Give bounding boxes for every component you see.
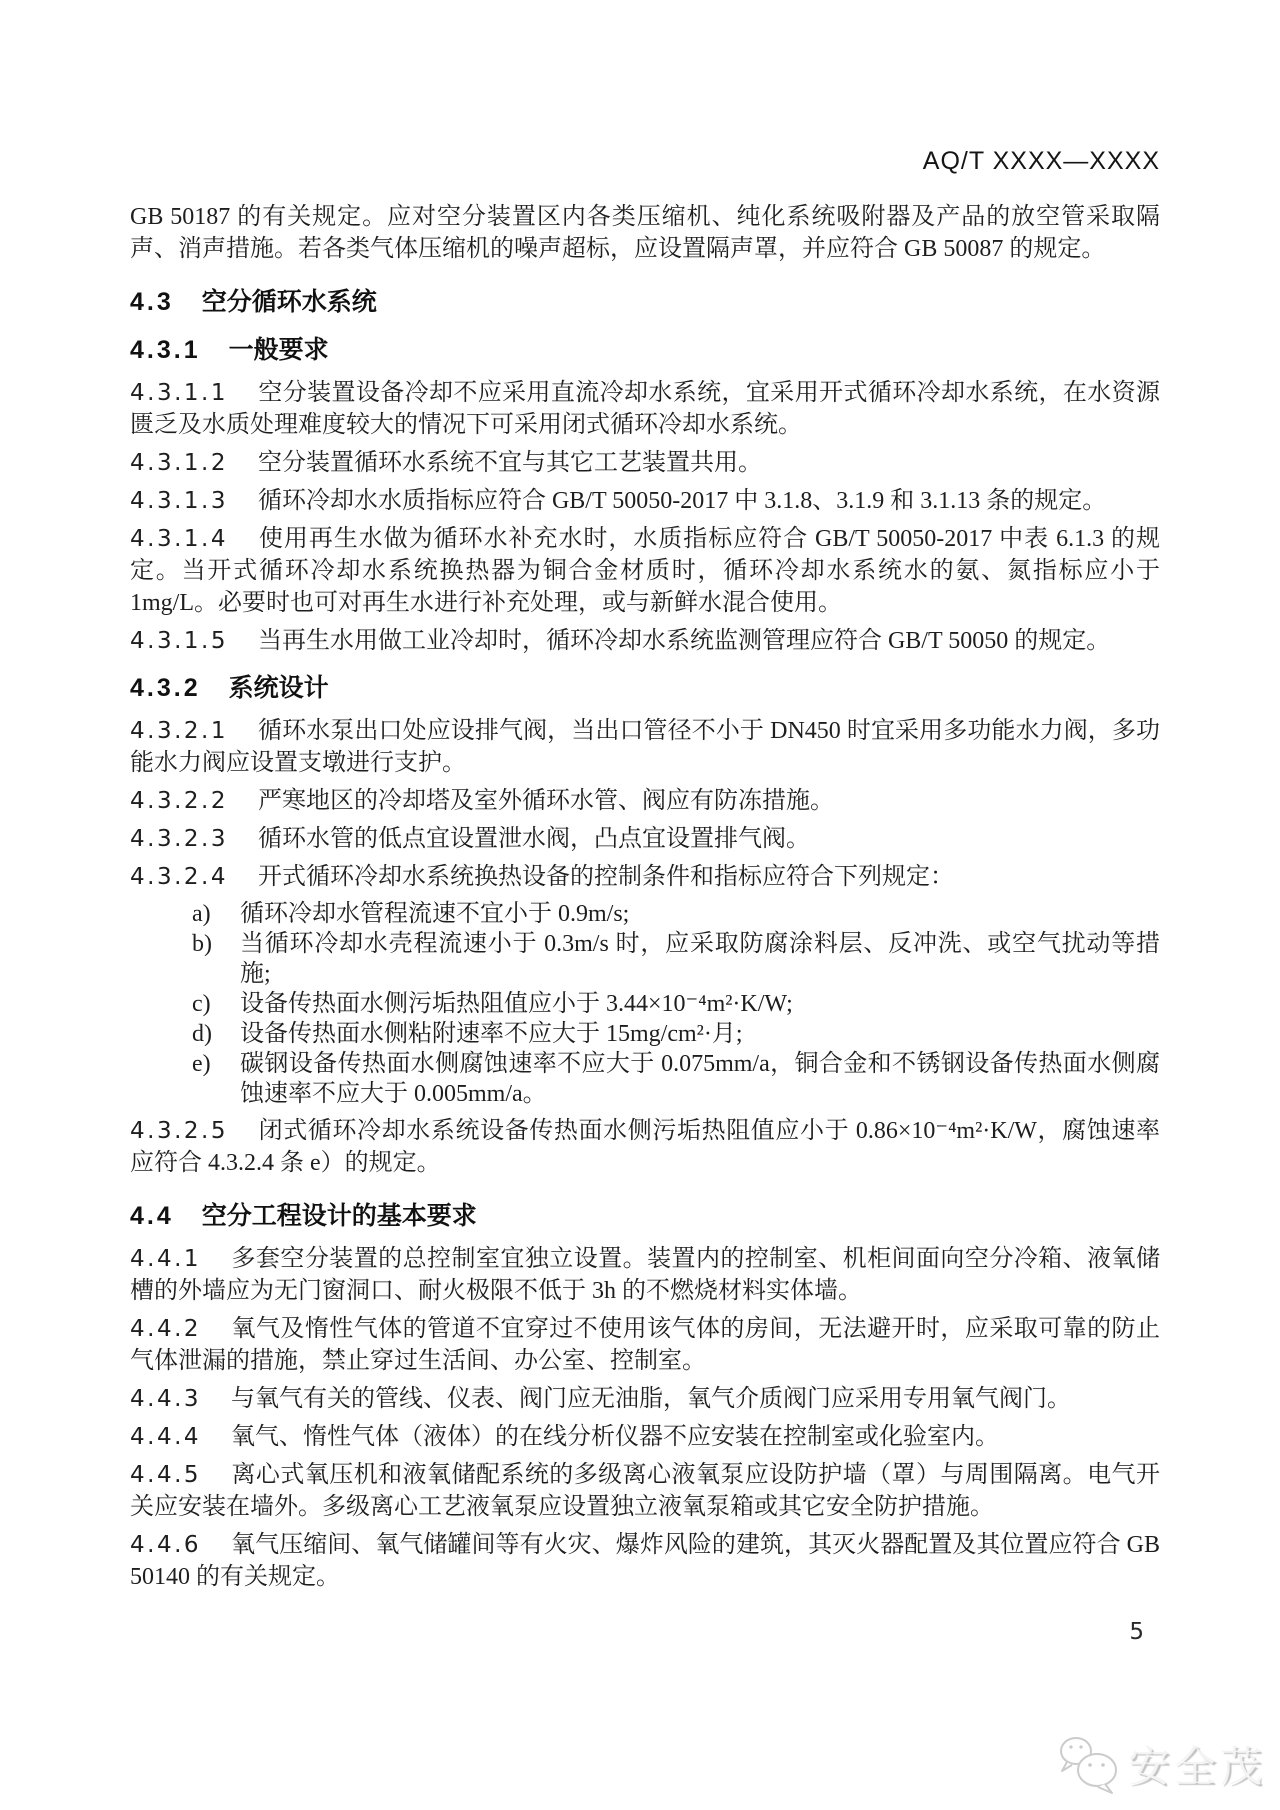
section-number: 4.3.2: [130, 674, 201, 702]
clause-text: 多套空分装置的总控制室宜独立设置。装置内的控制室、机柜间面向空分冷箱、液氧储槽的外墙应为无门窗洞口、耐火极限不低于 3h 的不燃烧材料实体墙。: [130, 1246, 1160, 1304]
list-item-label: c): [192, 991, 211, 1017]
paragraph-continuation: GB 50187 的有关规定。应对空分装置区内各类压缩机、纯化系统吸附器及产品的放空管采取隔声、消声措施。若各类气体压缩机的噪声超标，应设置隔声罩，并应符合 GB 50087 的规定。: [130, 204, 1160, 262]
clause-number: 4.3.1.1: [130, 380, 228, 406]
clause-4-4-5: [130, 1459, 1160, 1523]
clause-4-3-1-3: [130, 485, 1160, 517]
clause-number: 4.3.1.4: [130, 526, 228, 552]
clause-4-3-2-1: [130, 715, 1160, 779]
clause-4-3-2-4: [130, 861, 1160, 893]
clause-number: 4.3.2.3: [130, 826, 228, 852]
list-item-text: 循环冷却水管程流速不宜小于 0.9m/s;: [240, 901, 630, 927]
clause-text: 使用再生水做为循环水补充水时，水质指标应符合 GB/T 50050-2017 中表 6.1.3 的规定。当开式循环冷却水系统换热器为铜合金材质时，循环冷却水系统水的氨、氮指标应小于 1mg/L。必要时也可对再生水进行补充处理，或与新鲜水混合使用。: [130, 526, 1160, 616]
clause-number: 4.4.2: [130, 1316, 202, 1342]
section-heading-4-3-2: [130, 671, 1160, 705]
clause-text: 空分装置循环水系统不宜与其它工艺装置共用。: [257, 450, 762, 476]
list-item-text: 设备传热面水侧粘附速率不应大于 15mg/cm²·月;: [240, 1021, 743, 1047]
watermark-text: 安全茂: [1127, 1743, 1266, 1790]
list-item-c: [192, 989, 1160, 1019]
section-title: 系统设计: [228, 674, 329, 702]
section-number: 4.3: [130, 288, 174, 316]
list-item-a: [192, 899, 1160, 929]
clause-text: 循环冷却水水质指标应符合 GB/T 50050-2017 中 3.1.8、3.1.9 和 3.1.13 条的规定。: [257, 488, 1107, 514]
doc-header: [130, 0, 1160, 176]
clause-4-3-1-2: [130, 447, 1160, 479]
clause-4-4-6: [130, 1529, 1160, 1593]
section-title: 一般要求: [228, 336, 329, 364]
clause-4-4-1: [130, 1243, 1160, 1307]
section-heading-4-3-1: [130, 333, 1160, 367]
list-item-e: [192, 1049, 1160, 1109]
clause-text: 空分装置设备冷却不应采用直流冷却水系统，宜采用开式循环冷却水系统，在水资源匮乏及水质处理难度较大的情况下可采用闭式循环冷却水系统。: [130, 380, 1160, 438]
clause-number: 4.4.6: [130, 1532, 202, 1558]
clause-4-3-1-1: [130, 377, 1160, 441]
list-item-label: e): [192, 1051, 211, 1077]
clause-4-3-1-5: [130, 625, 1160, 657]
clause-number: 4.4.5: [130, 1462, 202, 1488]
clause-text: 氧气、惰性气体（液体）的在线分析仪器不应安装在控制室或化验室内。: [231, 1424, 1000, 1450]
clause-text: 严寒地区的冷却塔及室外循环水管、阀应有防冻措施。: [257, 788, 834, 814]
clause-text: 氧气及惰性气体的管道不宜穿过不使用该气体的房间，无法避开时，应采取可靠的防止气体泄漏的措施，禁止穿过生活间、办公室、控制室。: [130, 1316, 1160, 1374]
clause-text: 离心式氧压机和液氧储配系统的多级离心液氧泵应设防护墙（罩）与周围隔离。电气开关应安装在墙外。多级离心工艺液氧泵应设置独立液氧泵箱或其它安全防护措施。: [130, 1462, 1160, 1520]
list-item-label: b): [192, 931, 212, 957]
clause-text: 开式循环冷却水系统换热设备的控制条件和指标应符合下列规定：: [257, 864, 954, 890]
clause-text: 与氧气有关的管线、仪表、阀门应无油脂，氧气介质阀门应采用专用氧气阀门。: [231, 1386, 1072, 1412]
clause-number: 4.3.1.5: [130, 628, 228, 654]
clause-number: 4.3.2.4: [130, 864, 228, 890]
ordered-list-4-3-2-4: [130, 899, 1160, 1109]
clause-number: 4.4.1: [130, 1246, 202, 1272]
list-item-b: [192, 929, 1160, 989]
section-number: 4.3.1: [130, 336, 201, 364]
watermark: [1056, 1734, 1266, 1794]
clause-4-3-1-4: [130, 523, 1160, 619]
clause-text: 闭式循环冷却水系统设备传热面水侧污垢热阻值应小于 0.86×10⁻⁴m²·K/W，腐蚀速率应符合 4.3.2.4 条 e）的规定。: [130, 1118, 1160, 1176]
content-column: [130, 0, 1160, 1645]
section-number: 4.4: [130, 1202, 174, 1230]
section-heading-4-4: [130, 1199, 1160, 1233]
clause-text: 循环水泵出口处应设排气阀，当出口管径不小于 DN450 时宜采用多功能水力阀，多功能水力阀应设置支墩进行支护。: [130, 718, 1160, 776]
clause-text: 当再生水用做工业冷却时，循环冷却水系统监测管理应符合 GB/T 50050 的规定。: [257, 628, 1111, 654]
clause-number: 4.3.2.2: [130, 788, 228, 814]
wechat-icon: [1056, 1734, 1122, 1794]
list-item-d: [192, 1019, 1160, 1049]
clause-number: 4.3.2.1: [130, 718, 228, 744]
clause-number: 4.3.2.5: [130, 1118, 228, 1144]
clause-4-3-2-3: [130, 823, 1160, 855]
section-title: 空分工程设计的基本要求: [201, 1202, 477, 1230]
clause-number: 4.3.1.2: [130, 450, 228, 476]
section-title: 空分循环水系统: [201, 288, 377, 316]
list-item-text: 碳钢设备传热面水侧腐蚀速率不应大于 0.075mm/a，铜合金和不锈钢设备传热面水侧腐蚀速率不应大于 0.005mm/a。: [240, 1051, 1160, 1107]
doc-body: [130, 201, 1160, 1645]
page-number: 5: [1129, 1619, 1144, 1645]
list-item-text: 设备传热面水侧污垢热阻值应小于 3.44×10⁻⁴m²·K/W;: [240, 991, 793, 1017]
list-item-text: 当循环冷却水壳程流速小于 0.3m/s 时，应采取防腐涂料层、反冲洗、或空气扰动等措施;: [240, 931, 1160, 987]
clause-text: 氧气压缩间、氧气储罐间等有火灾、爆炸风险的建筑，其灭火器配置及其位置应符合 GB 50140 的有关规定。: [130, 1532, 1160, 1590]
clause-4-3-2-5: [130, 1115, 1160, 1179]
list-item-label: d): [192, 1021, 212, 1047]
clause-4-3-2-2: [130, 785, 1160, 817]
doc-code: AQ/T XXXX—XXXX: [922, 147, 1160, 175]
clause-number: 4.3.1.3: [130, 488, 228, 514]
clause-number: 4.4.4: [130, 1424, 202, 1450]
clause-number: 4.4.3: [130, 1386, 202, 1412]
list-item-label: a): [192, 901, 211, 927]
clause-text: 循环水管的低点宜设置泄水阀，凸点宜设置排气阀。: [257, 826, 810, 852]
clause-4-4-4: [130, 1421, 1160, 1453]
clause-4-4-3: [130, 1383, 1160, 1415]
clause-4-4-2: [130, 1313, 1160, 1377]
section-heading-4-3: [130, 285, 1160, 319]
